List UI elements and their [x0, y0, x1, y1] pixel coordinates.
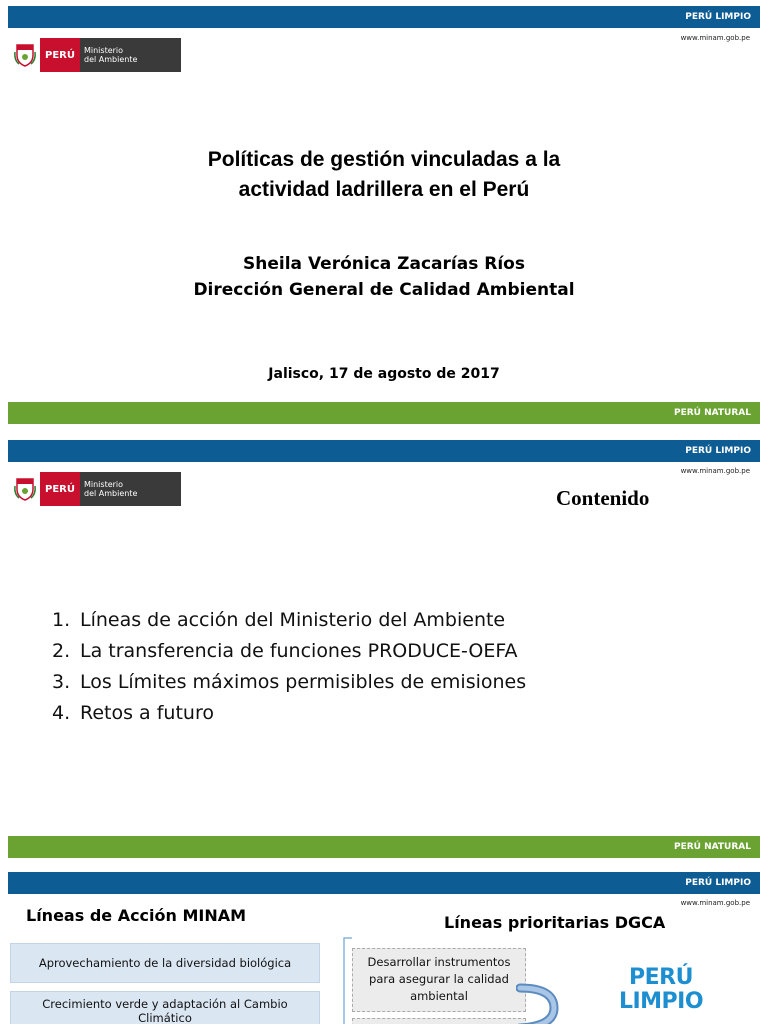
action-line-box: Aprovechamiento de la diversidad biológica: [10, 943, 320, 983]
list-item: 2. La transferencia de funciones PRODUCE-OEFA: [52, 639, 518, 662]
brand-line2: LIMPIO: [618, 989, 704, 1014]
logo-line2: del Ambiente: [83, 55, 138, 64]
priority-line-box-next: [352, 1018, 526, 1024]
list-item: 3. Los Límites máximos permisibles de emisiones: [52, 670, 527, 693]
logo-line2: del Ambiente: [83, 489, 138, 498]
logo-line1: Ministerio: [83, 480, 124, 489]
logo-ministry-label: [80, 38, 181, 72]
logo-ministry-label: [80, 472, 181, 506]
slide-title-line2: actividad ladrillera en el Perú: [238, 178, 530, 201]
slide-action-lines: [0, 868, 768, 1024]
top-bar: PERÚ LIMPIO: [8, 6, 760, 28]
coat-of-arms-icon: [10, 472, 40, 506]
contents-heading: Contenido: [556, 486, 650, 510]
presentation-date: Jalisco, 17 de agosto de 2017: [268, 366, 500, 382]
list-item: 1. Líneas de acción del Ministerio del Ambiente: [52, 608, 506, 631]
contents-list: [52, 604, 526, 728]
brand-logo: [606, 966, 716, 1014]
department-name: Dirección General de Calidad Ambiental: [193, 280, 575, 300]
curved-arrow-icon: [516, 980, 566, 1024]
top-bar: PERÚ LIMPIO: [8, 440, 760, 462]
website-url: www.minam.gob.pe: [680, 34, 750, 42]
slide-title-line1: Políticas de gestión vinculadas a la: [207, 148, 561, 171]
left-heading: Líneas de Acción MINAM: [26, 906, 247, 925]
logo-country-label: PERÚ: [40, 38, 80, 72]
logo-country-label: PERÚ: [40, 472, 80, 506]
website-url: www.minam.gob.pe: [680, 899, 750, 907]
slide-title: [0, 0, 768, 430]
action-line-box: Crecimiento verde y adaptación al Cambio Climático: [10, 991, 320, 1024]
brand-line1: PERÚ: [629, 965, 693, 990]
author-name: Sheila Verónica Zacarías Ríos: [243, 254, 525, 274]
list-item: 4. Retos a futuro: [52, 701, 214, 724]
logo-line1: Ministerio: [83, 46, 124, 55]
coat-of-arms-icon: [10, 38, 40, 72]
bottom-bar: PERÚ NATURAL: [8, 836, 760, 858]
bottom-bar: PERÚ NATURAL: [8, 402, 760, 424]
website-url: www.minam.gob.pe: [680, 467, 750, 475]
ministry-logo: [10, 38, 181, 72]
right-heading: Líneas prioritarias DGCA: [444, 913, 666, 932]
ministry-logo: [10, 472, 181, 506]
priority-line-box: Desarrollar instrumentos para asegurar la calidad ambiental: [352, 948, 526, 1012]
slide-contents: [0, 434, 768, 864]
top-bar: PERÚ LIMPIO: [8, 872, 760, 894]
